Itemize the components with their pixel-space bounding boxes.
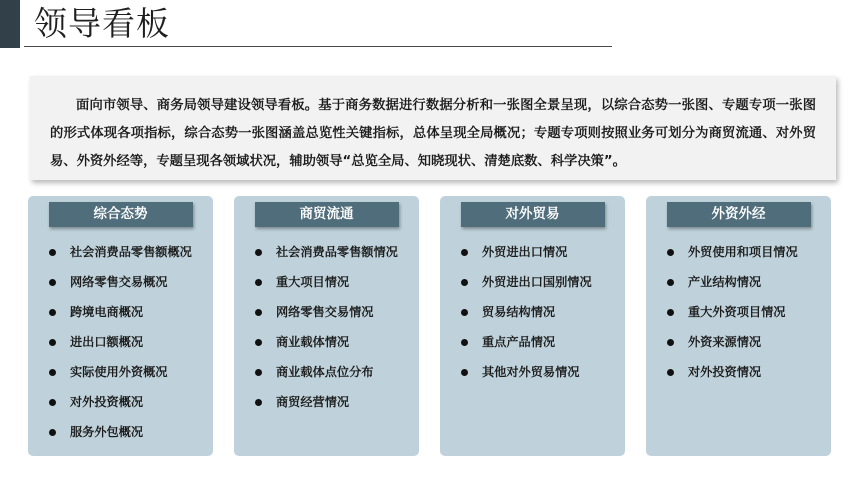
bullet-icon — [461, 339, 468, 346]
list-item[interactable] — [646, 237, 831, 267]
list-item[interactable] — [28, 417, 213, 447]
list-item[interactable] — [234, 357, 419, 387]
list-item[interactable] — [234, 267, 419, 297]
list-item[interactable] — [440, 267, 625, 297]
list-item[interactable] — [28, 387, 213, 417]
bullet-icon — [49, 429, 56, 436]
list-item-label: 进出口额概况 — [70, 335, 144, 349]
list-item-label: 对外投资概况 — [70, 395, 144, 409]
list-item[interactable] — [440, 237, 625, 267]
bullet-icon — [461, 249, 468, 256]
list-item[interactable] — [28, 357, 213, 387]
list-item[interactable] — [234, 237, 419, 267]
bullet-icon — [667, 309, 674, 316]
list-item-label: 网络零售交易情况 — [276, 305, 374, 319]
panel-header[interactable]: 综合态势 — [49, 202, 193, 227]
panel-item-list — [646, 237, 831, 387]
list-item-label: 贸易结构情况 — [482, 305, 556, 319]
list-item-label: 商业载体情况 — [276, 335, 350, 349]
list-item-label: 社会消费品零售额情况 — [276, 245, 398, 259]
bullet-icon — [255, 369, 262, 376]
title-underline — [24, 46, 612, 47]
panel-foreign-trade — [440, 196, 625, 456]
bullet-icon — [461, 309, 468, 316]
bullet-icon — [49, 309, 56, 316]
list-item-label: 重大外资项目情况 — [688, 305, 786, 319]
panel-foreign-investment — [646, 196, 831, 456]
bullet-icon — [255, 399, 262, 406]
list-item-label: 实际使用外资概况 — [70, 365, 168, 379]
bullet-icon — [255, 279, 262, 286]
list-item[interactable] — [440, 297, 625, 327]
bullet-icon — [461, 369, 468, 376]
bullet-icon — [49, 369, 56, 376]
bullet-icon — [49, 399, 56, 406]
title-accent-bar — [0, 0, 20, 48]
list-item[interactable] — [646, 357, 831, 387]
list-item[interactable] — [440, 327, 625, 357]
list-item-label: 商贸经营情况 — [276, 395, 350, 409]
list-item[interactable] — [28, 297, 213, 327]
list-item[interactable] — [440, 357, 625, 387]
list-item[interactable] — [234, 387, 419, 417]
list-item[interactable] — [646, 267, 831, 297]
list-item-label: 重大项目情况 — [276, 275, 350, 289]
bullet-icon — [49, 279, 56, 286]
list-item[interactable] — [28, 267, 213, 297]
bullet-icon — [667, 339, 674, 346]
list-item[interactable] — [646, 297, 831, 327]
list-item[interactable] — [646, 327, 831, 357]
panel-header[interactable]: 商贸流通 — [255, 202, 399, 227]
intro-text-box: 面向市领导、商务局领导建设领导看板。基于商务数据进行数据分析和一张图全景呈现，以综合态势一张图、专题专项一张图的形式体现各项指标，综合态势一张图涵盖总览性关键指标，总体呈现全局概况；专题专项则按照业务可划分为商贸流通、对外贸易、外资外经等，专题呈现各领域状况，辅助领导“总览全局、知晓现状、清楚底数、科学决策”。 — [30, 76, 836, 180]
bullet-icon — [49, 249, 56, 256]
panel-overall-situation — [28, 196, 213, 456]
list-item-label: 重点产品情况 — [482, 335, 556, 349]
list-item-label: 外贸使用和项目情况 — [688, 245, 798, 259]
panel-header[interactable]: 对外贸易 — [461, 202, 605, 227]
panel-item-list — [234, 237, 419, 417]
list-item-label: 外贸进出口情况 — [482, 245, 568, 259]
page-title: 领导看板 — [34, 4, 170, 43]
bullet-icon — [667, 369, 674, 376]
list-item-label: 产业结构情况 — [688, 275, 762, 289]
bullet-icon — [461, 279, 468, 286]
list-item-label: 网络零售交易概况 — [70, 275, 168, 289]
list-item-label: 社会消费品零售额概况 — [70, 245, 192, 259]
list-item-label: 跨境电商概况 — [70, 305, 144, 319]
list-item-label: 外贸进出口国别情况 — [482, 275, 592, 289]
list-item[interactable] — [234, 327, 419, 357]
list-item[interactable] — [28, 237, 213, 267]
bullet-icon — [255, 339, 262, 346]
panel-commerce-circulation — [234, 196, 419, 456]
list-item-label: 商业载体点位分布 — [276, 365, 374, 379]
bullet-icon — [49, 339, 56, 346]
panel-item-list — [28, 237, 213, 447]
bullet-icon — [255, 249, 262, 256]
list-item-label: 对外投资情况 — [688, 365, 762, 379]
bullet-icon — [667, 249, 674, 256]
bullet-icon — [255, 309, 262, 316]
panel-header[interactable]: 外资外经 — [667, 202, 811, 227]
list-item[interactable] — [234, 297, 419, 327]
panel-item-list — [440, 237, 625, 387]
list-item[interactable] — [28, 327, 213, 357]
list-item-label: 外资来源情况 — [688, 335, 762, 349]
list-item-label: 其他对外贸易情况 — [482, 365, 580, 379]
bullet-icon — [667, 279, 674, 286]
list-item-label: 服务外包概况 — [70, 425, 144, 439]
